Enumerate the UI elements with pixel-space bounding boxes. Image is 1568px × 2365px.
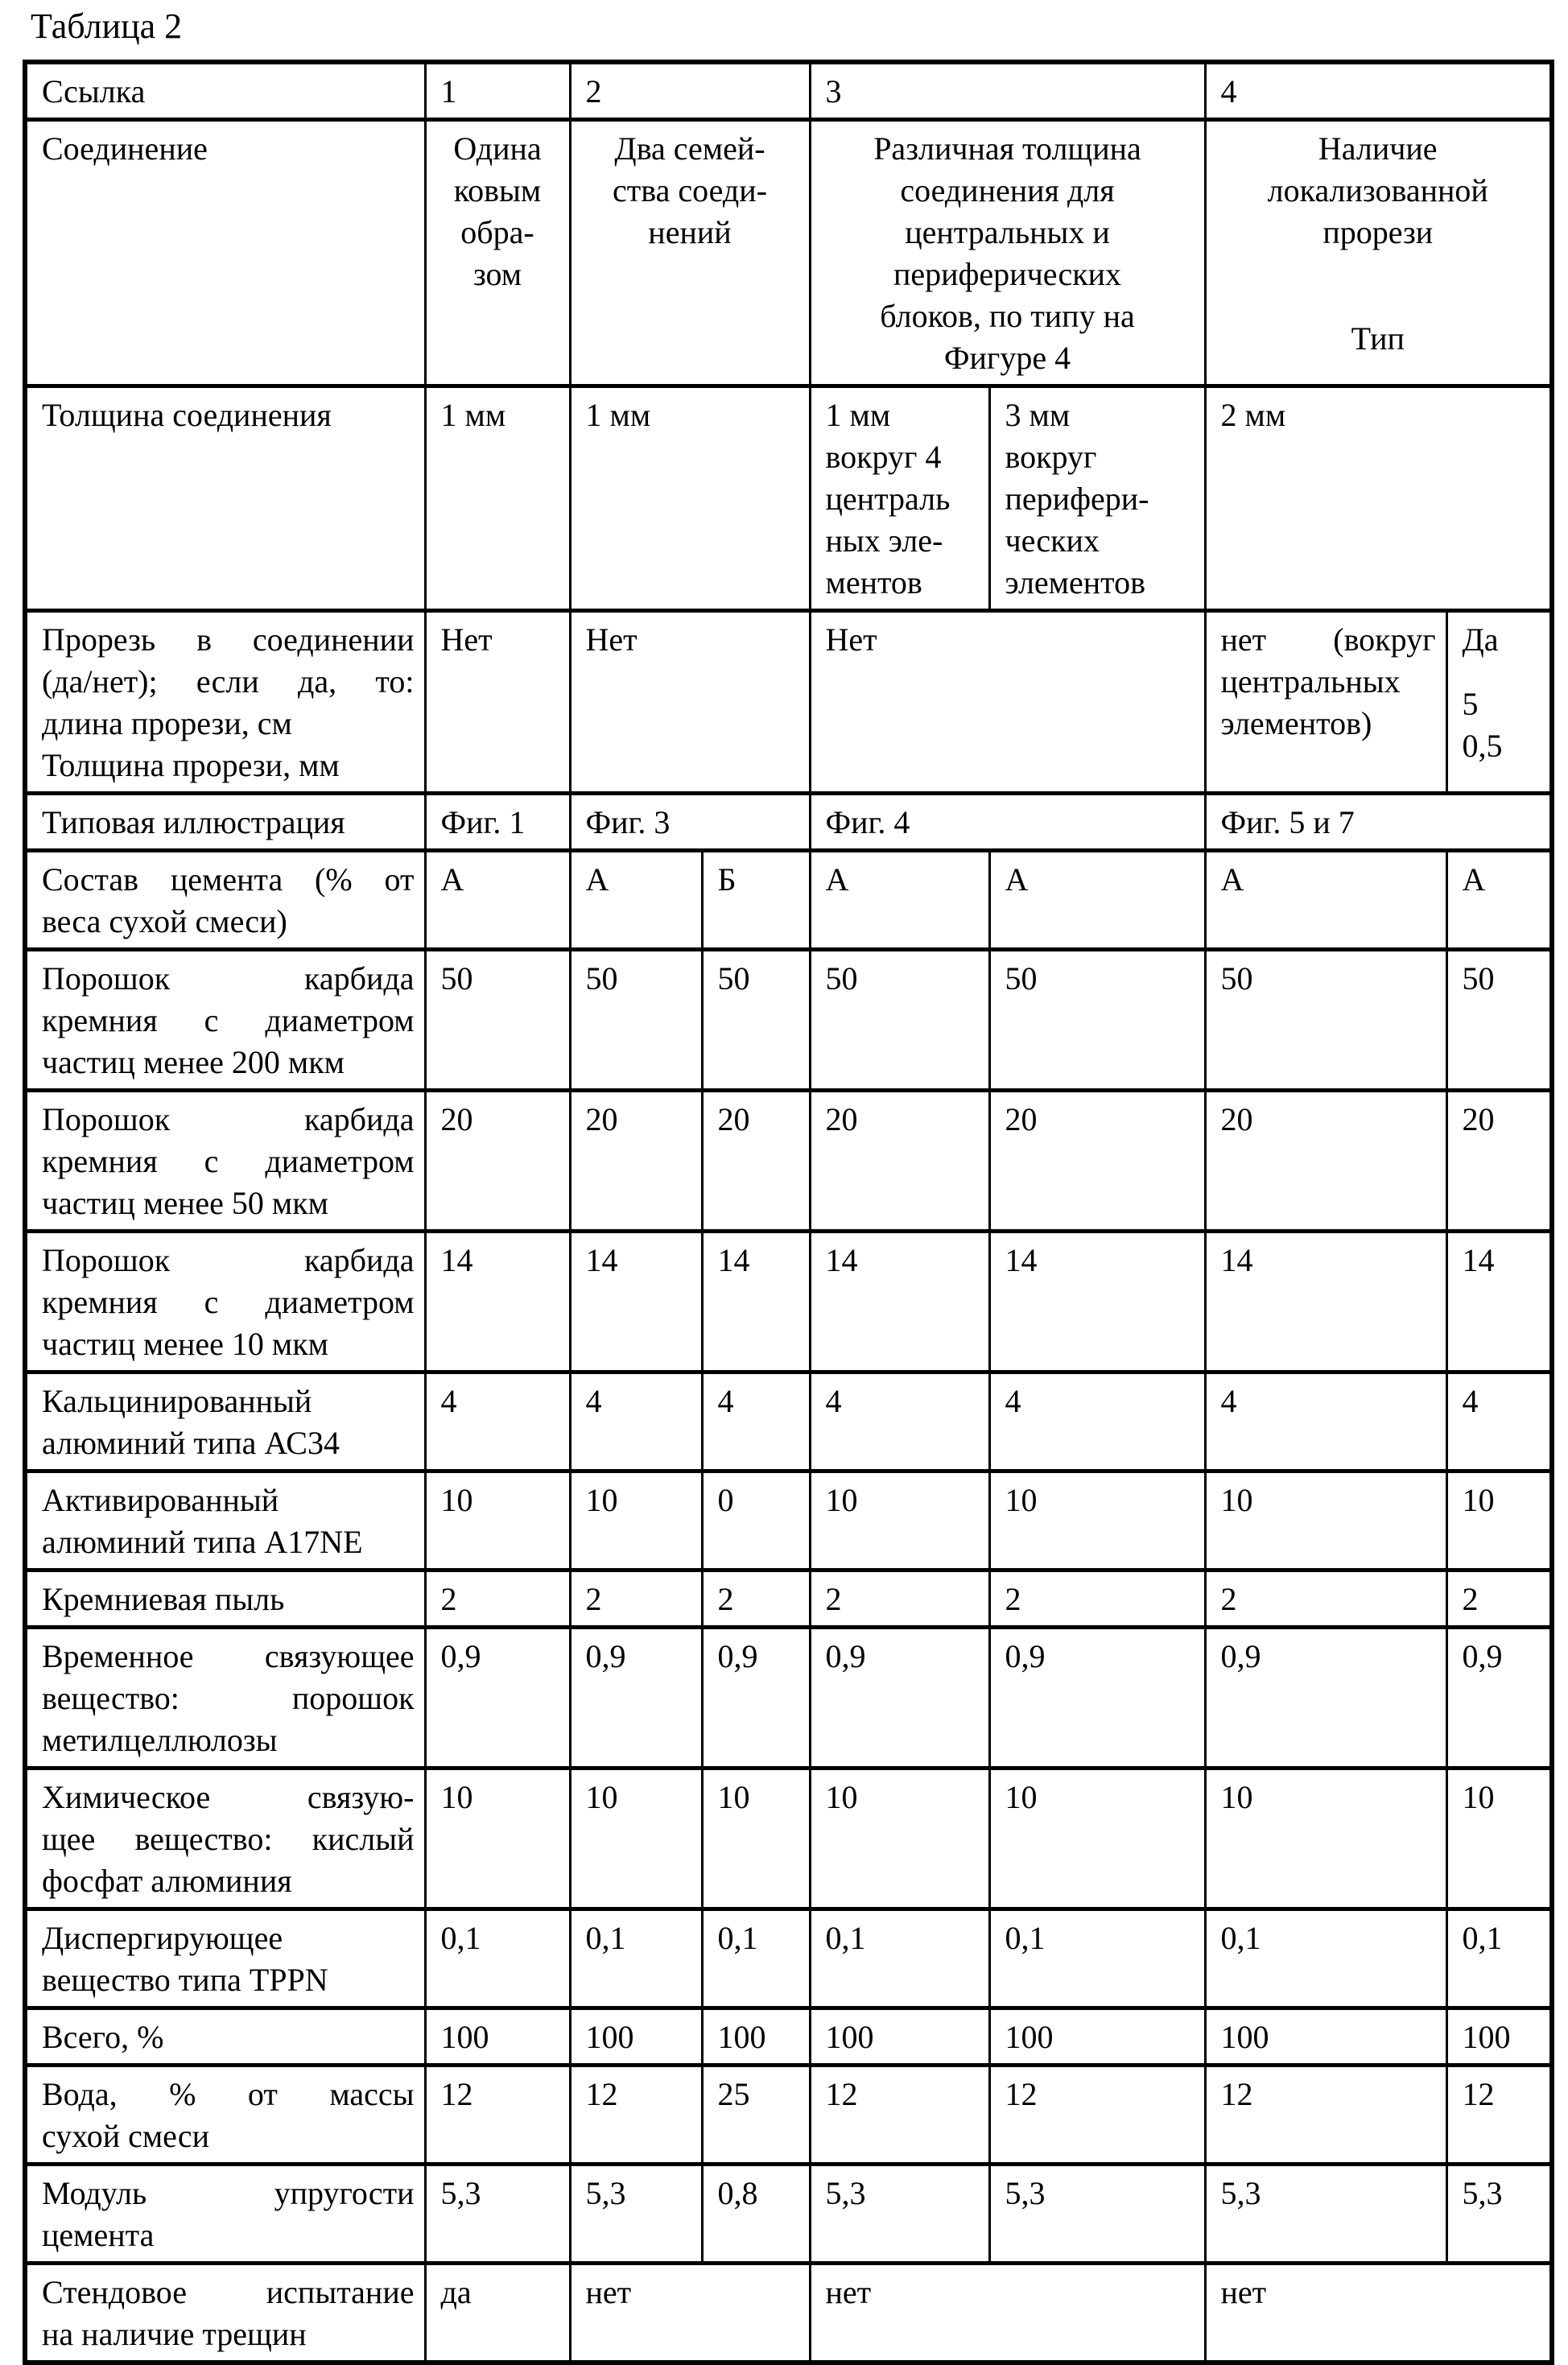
cell-ac34-7: 4 (1446, 1372, 1552, 1471)
table-caption: Таблица 2 (31, 6, 183, 46)
cell-dispersant-6: 0,1 (1205, 1909, 1446, 2008)
cell-sic200-7: 50 (1446, 950, 1552, 1091)
cell-total-6: 100 (1205, 2008, 1446, 2066)
cell-modulus-2: 5,3 (570, 2165, 702, 2264)
cell-text: Наличие локализованной прорези (1267, 130, 1488, 250)
cell-composition-7: А (1446, 851, 1552, 950)
row-label-slot (25, 611, 425, 794)
cell-figure-2: Фиг. 3 (570, 794, 810, 851)
cell-sic10-3: 14 (702, 1232, 810, 1372)
cell-a17ne-1: 10 (425, 1471, 570, 1570)
cell-thickness-2: 1 мм (570, 386, 810, 611)
cell-ref-3: 3 (810, 62, 1205, 120)
table-row-sic200 (25, 950, 1552, 1091)
cell-composition-6: А (1205, 851, 1446, 950)
cell-silica-7: 2 (1446, 1570, 1552, 1628)
cell-composition-4: А (810, 851, 989, 950)
cell-a17ne-5: 10 (989, 1471, 1205, 1570)
patent-table (23, 60, 1554, 2365)
table-row-figure (25, 794, 1552, 851)
cell-thickness-1: 1 мм (425, 386, 570, 611)
cell-sic50-7: 20 (1446, 1091, 1552, 1232)
cell-silica-3: 2 (702, 1570, 810, 1628)
cell-dispersant-2: 0,1 (570, 1909, 702, 2008)
cell-sic50-4: 20 (810, 1091, 989, 1232)
row-label-temp-binder: Временное связующее вещество: порошок метилцеллюлозы (25, 1628, 425, 1769)
cell-modulus-5: 5,3 (989, 2165, 1205, 2264)
cell-slot-2: Нет (570, 611, 810, 794)
cell-ac34-6: 4 (1205, 1372, 1446, 1471)
row-label-sic10: Порошок карбида кремния с диаметром частиц менее 10 мкм (25, 1232, 425, 1372)
cell-temp-binder-4: 0,9 (810, 1628, 989, 1769)
cell-sic10-2: 14 (570, 1232, 702, 1372)
cell-a17ne-4: 10 (810, 1471, 989, 1570)
cell-ref-1: 1 (425, 62, 570, 120)
cell-temp-binder-7: 0,9 (1446, 1628, 1552, 1769)
cell-temp-binder-2: 0,9 (570, 1628, 702, 1769)
row-label-total: Всего, % (25, 2008, 425, 2066)
cell-joint-1: Одина ковым обра- зом (425, 120, 570, 386)
cell-thickness-3b: 3 мм вокруг перифери- ческих элементов (989, 386, 1205, 611)
cell-joint-3: Различная толщина соединения для центральных и периферических блоков, по типу на Фигуре 4 (810, 120, 1205, 386)
cell-chem-binder-1: 10 (425, 1769, 570, 1909)
cell-dispersant-3: 0,1 (702, 1909, 810, 2008)
cell-text: 5 0,5 (1462, 686, 1503, 764)
cell-silica-6: 2 (1205, 1570, 1446, 1628)
cell-text: Тип (1351, 320, 1405, 357)
cell-total-7: 100 (1446, 2008, 1552, 2066)
cell-bench-2: нет (570, 2264, 810, 2363)
table-row-bench (25, 2264, 1552, 2363)
cell-text: длина прорези, см Толщина прорези, мм (42, 705, 340, 783)
cell-water-5: 12 (989, 2066, 1205, 2165)
cell-sic10-1: 14 (425, 1232, 570, 1372)
cell-sic200-5: 50 (989, 950, 1205, 1091)
cell-total-2: 100 (570, 2008, 702, 2066)
row-label-bench: Стендовое испытание на наличие трещин (25, 2264, 425, 2363)
cell-sic50-2: 20 (570, 1091, 702, 1232)
table-row-ref (25, 62, 1552, 120)
cell-sic10-4: 14 (810, 1232, 989, 1372)
row-label-ac34: Кальцинированный алюминий типа АС34 (25, 1372, 425, 1471)
cell-silica-2: 2 (570, 1570, 702, 1628)
table-row-silica (25, 1570, 1552, 1628)
cell-dispersant-4: 0,1 (810, 1909, 989, 2008)
table-row-sic50 (25, 1091, 1552, 1232)
cell-sic200-4: 50 (810, 950, 989, 1091)
row-label-ref: Ссылка (25, 62, 425, 120)
cell-water-6: 12 (1205, 2066, 1446, 2165)
cell-silica-4: 2 (810, 1570, 989, 1628)
cell-modulus-6: 5,3 (1205, 2165, 1446, 2264)
cell-sic200-2: 50 (570, 950, 702, 1091)
slot-4b-stack (1463, 619, 1541, 767)
cell-sic200-6: 50 (1205, 950, 1446, 1091)
cell-ac34-5: 4 (989, 1372, 1205, 1471)
cell-figure-4: Фиг. 5 и 7 (1205, 794, 1552, 851)
cell-total-3: 100 (702, 2008, 810, 2066)
cell-sic200-3: 50 (702, 950, 810, 1091)
cell-chem-binder-5: 10 (989, 1769, 1205, 1909)
cell-water-1: 12 (425, 2066, 570, 2165)
table-row-slot (25, 611, 1552, 794)
cell-figure-1: Фиг. 1 (425, 794, 570, 851)
cell-chem-binder-3: 10 (702, 1769, 810, 1909)
cell-ac34-3: 4 (702, 1372, 810, 1471)
cell-sic10-7: 14 (1446, 1232, 1552, 1372)
cell-ref-2: 2 (570, 62, 810, 120)
row-label-modulus: Модуль упругости цемента (25, 2165, 425, 2264)
cell-sic10-6: 14 (1205, 1232, 1446, 1372)
cell-silica-1: 2 (425, 1570, 570, 1628)
row-label-figure: Типовая иллюстрация (25, 794, 425, 851)
cell-water-7: 12 (1446, 2066, 1552, 2165)
table-row-sic10 (25, 1232, 1552, 1372)
row-label-dispersant: Диспергирующее вещество типа TPPN (25, 1909, 425, 2008)
page (0, 6, 1568, 2365)
cell-silica-5: 2 (989, 1570, 1205, 1628)
cell-modulus-1: 5,3 (425, 2165, 570, 2264)
cell-chem-binder-4: 10 (810, 1769, 989, 1909)
table-row-total (25, 2008, 1552, 2066)
table-row-temp-binder (25, 1628, 1552, 1769)
cell-water-4: 12 (810, 2066, 989, 2165)
cell-ac34-2: 4 (570, 1372, 702, 1471)
table-row-joint (25, 120, 1552, 386)
cell-temp-binder-3: 0,9 (702, 1628, 810, 1769)
cell-sic50-1: 20 (425, 1091, 570, 1232)
cell-water-2: 12 (570, 2066, 702, 2165)
cell-bench-4: нет (1205, 2264, 1552, 2363)
row-label-water: Вода, % от массы сухой смеси (25, 2066, 425, 2165)
cell-dispersant-5: 0,1 (989, 1909, 1205, 2008)
row-label-chem-binder: Химическое связую- щее вещество: кислый фосфат алюминия (25, 1769, 425, 1909)
row-label-composition: Состав цемента (% от веса сухой смеси) (25, 851, 425, 950)
cell-a17ne-3: 0 (702, 1471, 810, 1570)
cell-a17ne-6: 10 (1205, 1471, 1446, 1570)
cell-total-4: 100 (810, 2008, 989, 2066)
cell-chem-binder-6: 10 (1205, 1769, 1446, 1909)
row-label-silica: Кремниевая пыль (25, 1570, 425, 1628)
cell-dispersant-7: 0,1 (1446, 1909, 1552, 2008)
cell-sic50-3: 20 (702, 1091, 810, 1232)
table-row-chem-binder (25, 1769, 1552, 1909)
cell-ac34-1: 4 (425, 1372, 570, 1471)
cell-dispersant-1: 0,1 (425, 1909, 570, 2008)
table-row-a17ne (25, 1471, 1552, 1570)
cell-sic200-1: 50 (425, 950, 570, 1091)
cell-composition-2: А (570, 851, 702, 950)
cell-composition-1: А (425, 851, 570, 950)
cell-text: Да (1462, 621, 1499, 658)
cell-modulus-3: 0,8 (702, 2165, 810, 2264)
cell-joint-2: Два семей- ства соеди- нений (570, 120, 810, 386)
cell-figure-3: Фиг. 4 (810, 794, 1205, 851)
cell-temp-binder-5: 0,9 (989, 1628, 1205, 1769)
cell-water-3: 25 (702, 2066, 810, 2165)
cell-thickness-3a: 1 мм вокруг 4 централь ных эле- ментов (810, 386, 989, 611)
cell-chem-binder-2: 10 (570, 1769, 702, 1909)
cell-bench-3: нет (810, 2264, 1205, 2363)
cell-ref-4: 4 (1205, 62, 1552, 120)
cell-a17ne-7: 10 (1446, 1471, 1552, 1570)
row-label-a17ne: Активированный алюминий типа A17NE (25, 1471, 425, 1570)
cell-slot-4b (1446, 611, 1552, 794)
cell-modulus-7: 5,3 (1446, 2165, 1552, 2264)
table-row-dispersant (25, 1909, 1552, 2008)
cell-composition-3: Б (702, 851, 810, 950)
row-label-joint: Соединение (25, 120, 425, 386)
cell-sic10-5: 14 (989, 1232, 1205, 1372)
cell-total-1: 100 (425, 2008, 570, 2066)
cell-sic50-6: 20 (1205, 1091, 1446, 1232)
cell-slot-4a: нет (вокруг центральных элементов) (1205, 611, 1446, 794)
row-label-sic50: Порошок карбида кремния с диаметром частиц менее 50 мкм (25, 1091, 425, 1232)
table-row-composition (25, 851, 1552, 950)
cell-total-5: 100 (989, 2008, 1205, 2066)
cell-joint-4 (1205, 120, 1552, 386)
table-row-modulus (25, 2165, 1552, 2264)
table-row-ac34 (25, 1372, 1552, 1471)
cell-modulus-4: 5,3 (810, 2165, 989, 2264)
cell-chem-binder-7: 10 (1446, 1769, 1552, 1909)
cell-temp-binder-6: 0,9 (1205, 1628, 1446, 1769)
joint-4-stack (1213, 128, 1544, 360)
cell-ac34-4: 4 (810, 1372, 989, 1471)
cell-slot-1: Нет (425, 611, 570, 794)
cell-thickness-4: 2 мм (1205, 386, 1552, 611)
row-label-sic200: Порошок карбида кремния с диаметром частиц менее 200 мкм (25, 950, 425, 1091)
cell-a17ne-2: 10 (570, 1471, 702, 1570)
cell-composition-5: А (989, 851, 1205, 950)
cell-slot-3: Нет (810, 611, 1205, 794)
cell-text: Прорезь в соединении (да/нет); если да, то: (42, 621, 415, 700)
table-row-water (25, 2066, 1552, 2165)
cell-sic50-5: 20 (989, 1091, 1205, 1232)
table-row-thickness (25, 386, 1552, 611)
cell-temp-binder-1: 0,9 (425, 1628, 570, 1769)
cell-bench-1: да (425, 2264, 570, 2363)
row-label-thickness: Толщина соединения (25, 386, 425, 611)
